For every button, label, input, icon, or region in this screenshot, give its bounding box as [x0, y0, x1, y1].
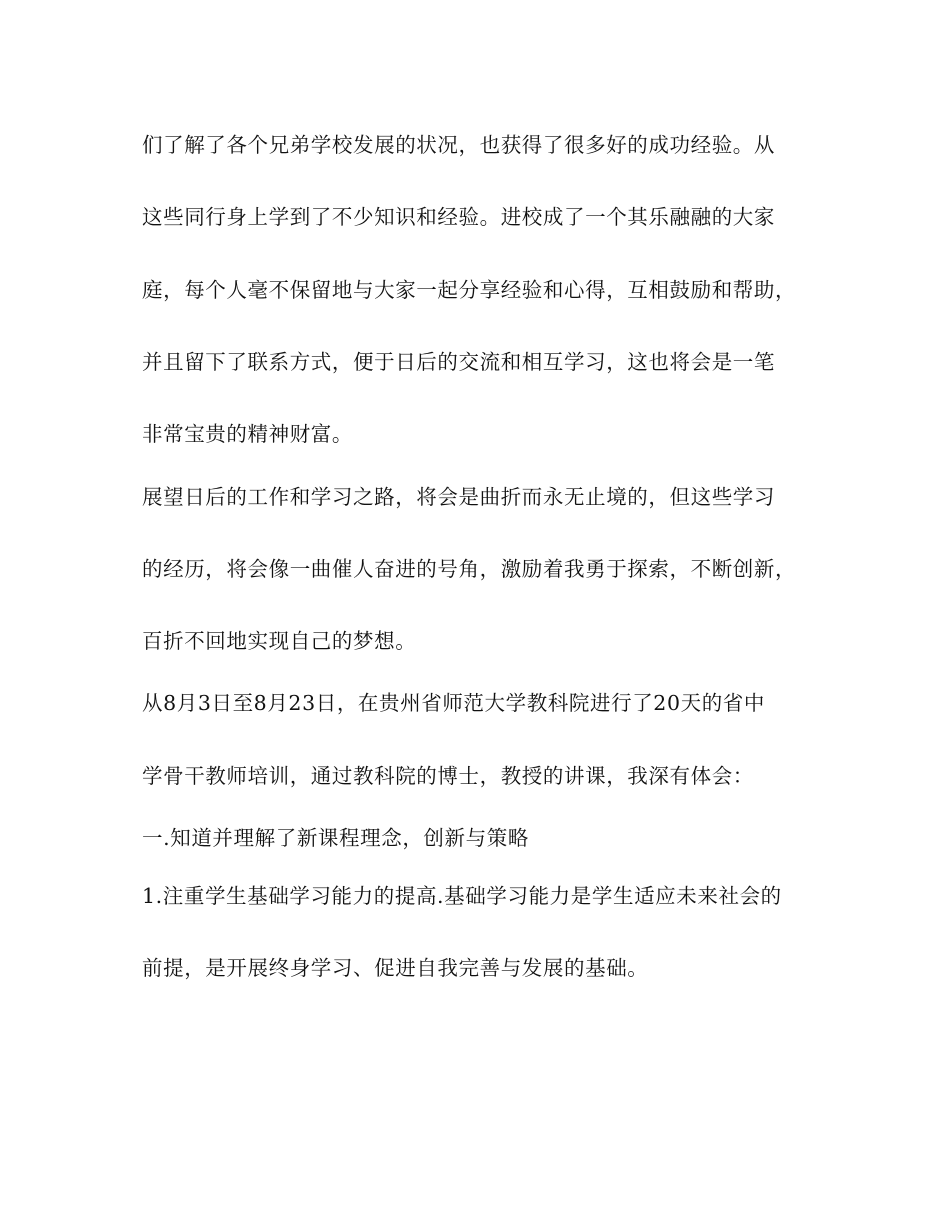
paragraph-5-line-2: 前提，是开展终身学习、促进自我完善与发展的基础。 — [142, 956, 649, 980]
paragraph-3-line-2: 学骨干教师培训，通过教科院的博士，教授的讲课，我深有体会： — [142, 764, 754, 788]
paragraph-3-line-1: 从8月3日至8月23日，在贵州省师范大学教科院进行了20天的省中 — [142, 691, 765, 715]
paragraph-2-line-1: 展望日后的工作和学习之路，将会是曲折而永无止境的，但这些学习 — [142, 485, 775, 509]
paragraph-1-line-4: 并且留下了联系方式，便于日后的交流和相互学习，这也将会是一笔 — [142, 350, 775, 374]
paragraph-2-line-2: 的经历，将会像一曲催人奋进的号角，激励着我勇于探索，不断创新， — [142, 557, 797, 581]
section-heading: 一.知道并理解了新课程理念，创新与策略 — [142, 826, 529, 850]
paragraph-1-line-5: 非常宝贵的精神财富。 — [142, 422, 353, 446]
paragraph-1-line-2: 这些同行身上学到了不少知识和经验。进校成了一个其乐融融的大家 — [142, 205, 775, 229]
paragraph-2-line-3: 百折不回地实现自己的梦想。 — [142, 629, 417, 653]
paragraph-1-line-1: 们了解了各个兄弟学校发展的状况，也获得了很多好的成功经验。从 — [142, 133, 775, 157]
paragraph-1-line-3: 庭，每个人毫不保留地与大家一起分享经验和心得，互相鼓励和帮助， — [142, 278, 797, 302]
paragraph-5-line-1: 1.注重学生基础学习能力的提高.基础学习能力是学生适应未来社会的 — [142, 884, 782, 908]
